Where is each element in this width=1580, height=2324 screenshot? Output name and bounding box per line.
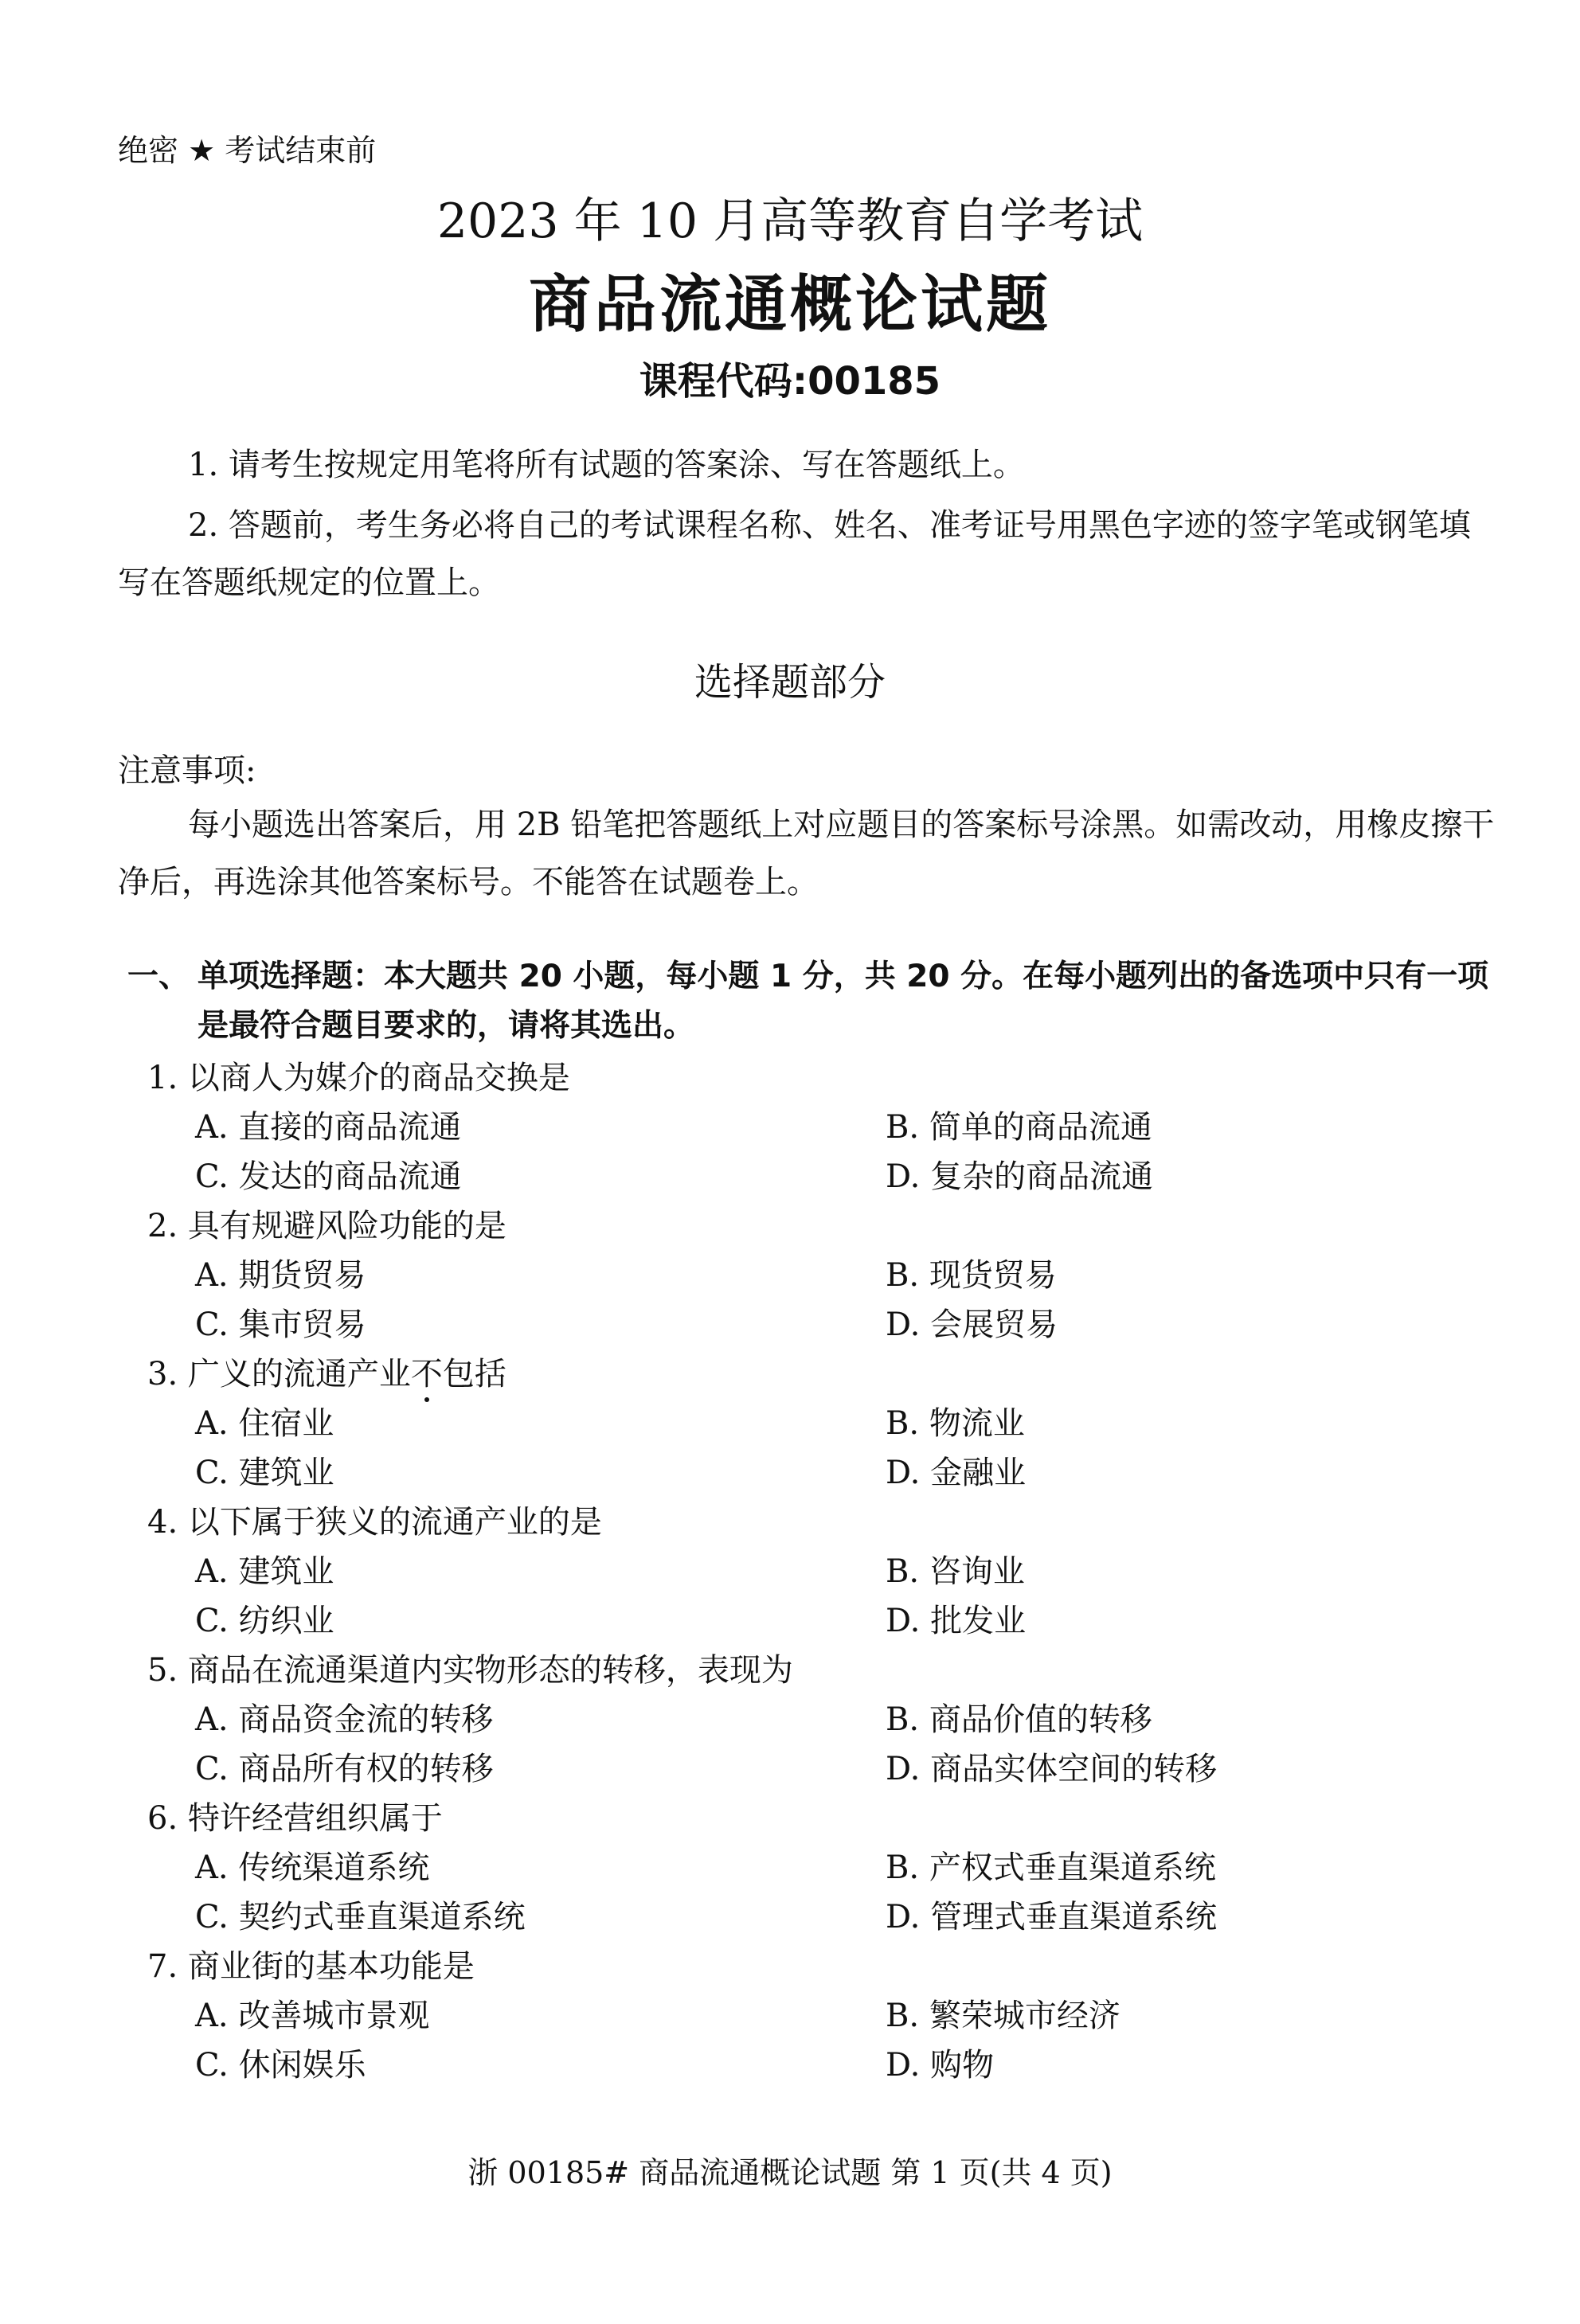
instruction-1: 1. 请考生按规定用笔将所有试题的答案涂、写在答题纸上。: [188, 447, 1025, 483]
notice-body: 每小题选出答案后，用 2B 铅笔把答题纸上对应题目的答案标号涂黑。如需改动，用橡皮擦干净后，再选涂其他答案标号。不能答在试题卷上。: [118, 807, 1495, 900]
question-5: 5. 商品在流通渠道内实物形态的转移，表现为: [147, 1652, 793, 1689]
q5-option-b: B. 商品价值的转移: [886, 1701, 1152, 1738]
q3-option-b: B. 物流业: [886, 1405, 1025, 1442]
instruction-2: 2. 答题前，考生务必将自己的考试课程名称、姓名、准考证号用黑色字迹的签字笔或钢笔填写在答题纸规定的位置上。: [118, 507, 1471, 601]
q3-option-d: D. 金融业: [886, 1455, 1027, 1491]
part-number: 一、: [127, 959, 190, 994]
q6-option-b: B. 产权式垂直渠道系统: [886, 1849, 1216, 1886]
q3-option-a: A. 住宿业: [195, 1405, 334, 1442]
q7-option-c: C. 休闲娱乐: [195, 2047, 366, 2084]
q5-option-c: C. 商品所有权的转移: [195, 1751, 494, 1787]
q2-option-b: B. 现货贸易: [886, 1257, 1057, 1294]
q6-option-a: A. 传统渠道系统: [195, 1849, 430, 1886]
q1-option-a: A. 直接的商品流通: [195, 1109, 462, 1146]
question-2: 2. 具有规避风险功能的是: [147, 1208, 506, 1244]
part-instructions: 单项选择题：本大题共 20 小题，每小题 1 分，共 20 分。在每小题列出的备选项中只有一项是最符合题目要求的，请将其选出。: [198, 959, 1489, 1044]
q2-option-c: C. 集市贸易: [195, 1307, 366, 1343]
q7-option-a: A. 改善城市景观: [195, 1998, 430, 2034]
question-1: 1. 以商人为媒介的商品交换是: [147, 1060, 570, 1096]
q3-option-c: C. 建筑业: [195, 1455, 334, 1491]
q4-option-b: B. 咨询业: [886, 1553, 1025, 1590]
q7-option-d: D. 购物: [886, 2047, 995, 2084]
page-footer: 浙 00185# 商品流通概论试题 第 1 页(共 4 页): [467, 2155, 1113, 2190]
q3-stem-after: 包括: [442, 1356, 506, 1392]
q1-option-b: B. 简单的商品流通: [886, 1109, 1152, 1146]
q5-option-a: A. 商品资金流的转移: [195, 1701, 494, 1738]
q5-option-d: D. 商品实体空间的转移: [886, 1751, 1218, 1787]
q2-option-a: A. 期货贸易: [195, 1257, 366, 1294]
q4-option-a: A. 建筑业: [195, 1553, 334, 1590]
part-one-heading: [127, 952, 1497, 1051]
subject-title: 商品流通概论试题: [528, 269, 1051, 341]
q6-option-c: C. 契约式垂直渠道系统: [195, 1899, 526, 1935]
course-code: 课程代码:00185: [639, 359, 941, 404]
section-title: 选择题部分: [694, 660, 886, 705]
q1-option-c: C. 发达的商品流通: [195, 1158, 462, 1195]
q2-option-d: D. 会展贸易: [886, 1307, 1058, 1343]
q7-option-b: B. 繁荣城市经济: [886, 1998, 1120, 2034]
question-6: 6. 特许经营组织属于: [147, 1800, 443, 1837]
question-7: 7. 商业街的基本功能是: [147, 1948, 475, 1985]
confidential-label: 绝密 ★ 考试结束前: [118, 133, 377, 168]
q3-stem-before: 3. 广义的流通产业: [147, 1356, 411, 1392]
exam-title: 2023 年 10 月高等教育自学考试: [436, 193, 1144, 249]
question-3: [147, 1349, 506, 1394]
q6-option-d: D. 管理式垂直渠道系统: [886, 1899, 1218, 1935]
q4-option-c: C. 纺织业: [195, 1603, 334, 1639]
question-4: 4. 以下属于狭义的流通产业的是: [147, 1504, 602, 1541]
q1-option-d: D. 复杂的商品流通: [886, 1158, 1154, 1195]
notice-heading: 注意事项:: [118, 752, 256, 789]
q3-stem-emphasis: 不: [411, 1349, 443, 1394]
q4-option-d: D. 批发业: [886, 1603, 1027, 1639]
